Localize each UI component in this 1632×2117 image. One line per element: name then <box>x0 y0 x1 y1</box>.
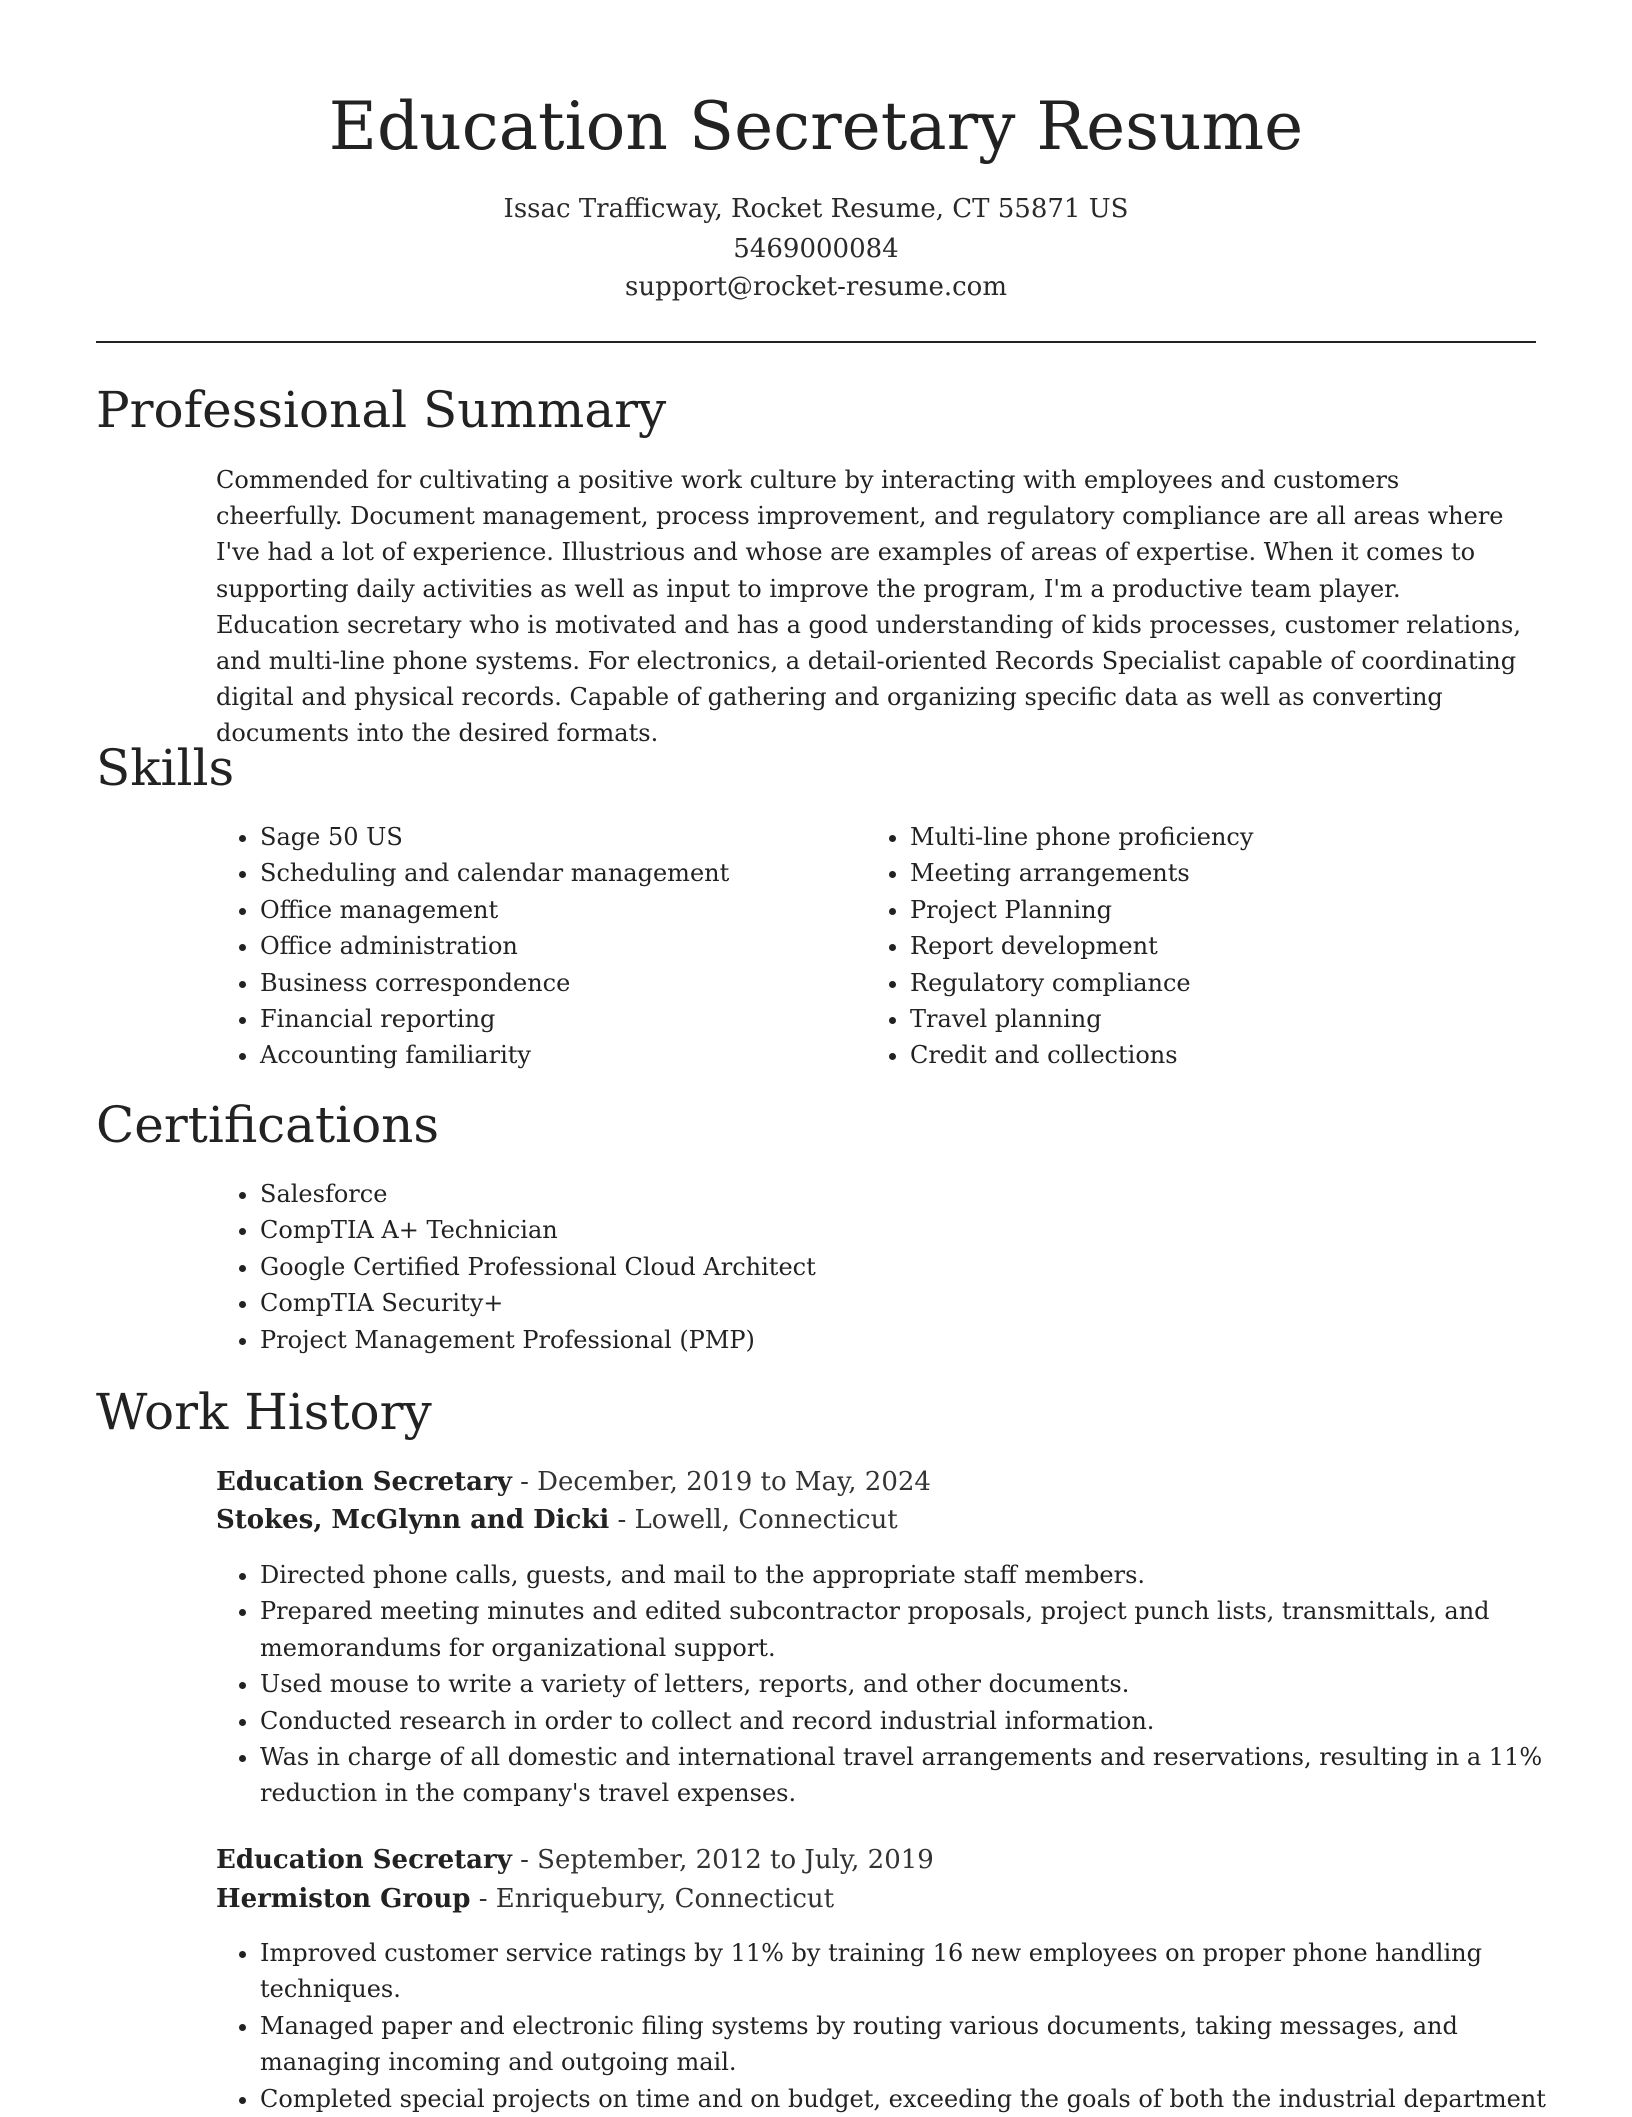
skill-item: • Business correspondence <box>260 965 860 1001</box>
job-company: Stokes, McGlynn and Dicki <box>216 1505 610 1535</box>
skill-item: • Meeting arrangements <box>910 855 1550 891</box>
work-history-heading: Work History <box>96 1383 432 1441</box>
job-duty: • Improved customer service ratings by 11% by training 16 new employees on proper phone handling techniques. <box>260 1935 1560 2008</box>
job-company-line <box>216 1880 834 1918</box>
skill-item: • Credit and collections <box>910 1037 1550 1073</box>
job-title-line <box>216 1841 934 1879</box>
certification-item: • CompTIA Security+ <box>260 1285 1560 1321</box>
job-duty: • Directed phone calls, guests, and mail to the appropriate staff members. <box>260 1557 1560 1593</box>
job-company: Hermiston Group <box>216 1884 471 1914</box>
job-location: - Lowell, Connecticut <box>609 1505 898 1535</box>
skill-item: • Multi-line phone proficiency <box>910 819 1550 855</box>
job-dates: - September, 2012 to July, 2019 <box>511 1845 934 1875</box>
contact-address: Issac Trafficway, Rocket Resume, CT 55871 US <box>503 194 1129 224</box>
job-title: Education Secretary <box>216 1467 512 1497</box>
skill-item: • Travel planning <box>910 1001 1550 1037</box>
skill-item: • Accounting familiarity <box>260 1037 860 1073</box>
job-duty: • Used mouse to write a variety of letters, reports, and other documents. <box>260 1666 1560 1702</box>
skills-list-right <box>866 819 1550 1074</box>
certification-item: • Salesforce <box>260 1176 1560 1212</box>
job-dates: - December, 2019 to May, 2024 <box>511 1467 931 1497</box>
resume-title: Education Secretary Resume <box>328 88 1304 165</box>
skill-item: • Financial reporting <box>260 1001 860 1037</box>
job-duties-list <box>216 1557 1560 1812</box>
skill-item: • Scheduling and calendar management <box>260 855 860 891</box>
job-duty: • Completed special projects on time and on budget, exceeding the goals of both the industrial department <box>260 2081 1560 2117</box>
contact-email: support@rocket-resume.com <box>624 272 1007 302</box>
skill-item: • Report development <box>910 928 1550 964</box>
header-divider <box>96 341 1536 343</box>
job-location: - Enriquebury, Connecticut <box>470 1884 835 1914</box>
job-duty: • Prepared meeting minutes and edited subcontractor proposals, project punch lists, transmittals, and memorandums for organizational support. <box>260 1593 1560 1666</box>
skills-heading: Skills <box>96 739 235 797</box>
skill-item: • Office management <box>260 892 860 928</box>
certifications-list <box>216 1176 1560 1358</box>
skill-item: • Office administration <box>260 928 860 964</box>
skill-item: • Regulatory compliance <box>910 965 1550 1001</box>
job-duty: • Was in charge of all domestic and international travel arrangements and reservations, resulting in a 11% reduction in the company's travel expenses. <box>260 1739 1560 1812</box>
job-title: Education Secretary <box>216 1845 512 1875</box>
contact-phone: 5469000084 <box>733 234 899 264</box>
job-duty: • Managed paper and electronic filing systems by routing various documents, taking messages, and managing incoming and outgoing mail. <box>260 2008 1560 2081</box>
summary-heading: Professional Summary <box>96 381 667 439</box>
job-title-line <box>216 1463 931 1501</box>
skill-item: • Sage 50 US <box>260 819 860 855</box>
job-company-line <box>216 1501 898 1539</box>
certifications-heading: Certifications <box>96 1096 440 1154</box>
certification-item: • Project Management Professional (PMP) <box>260 1322 1560 1358</box>
skill-item: • Project Planning <box>910 892 1550 928</box>
certification-item: • Google Certified Professional Cloud Architect <box>260 1249 1560 1285</box>
skills-list-left <box>216 819 860 1074</box>
job-duty: • Conducted research in order to collect and record industrial information. <box>260 1703 1560 1739</box>
job-duties-list <box>216 1935 1560 2117</box>
certification-item: • CompTIA A+ Technician <box>260 1212 1560 1248</box>
summary-text: Commended for cultivating a positive work culture by interacting with employees and customers cheerfully. Document management, process improvement, and regulatory compliance are all areas where I've had a lot of experience. Illustrious and whose are examples of areas of expertise. When it comes to supporting daily activities as well as input to improve the program, I'm a productive team player. Education secretary who is motivated and has a good understanding of kids processes, customer relations, and multi-line phone systems. For electronics, a detail-oriented Records Specialist capable of coordinating digital and physical records. Capable of gathering and organizing specific data as well as converting documents into the desired formats. <box>216 466 1521 748</box>
